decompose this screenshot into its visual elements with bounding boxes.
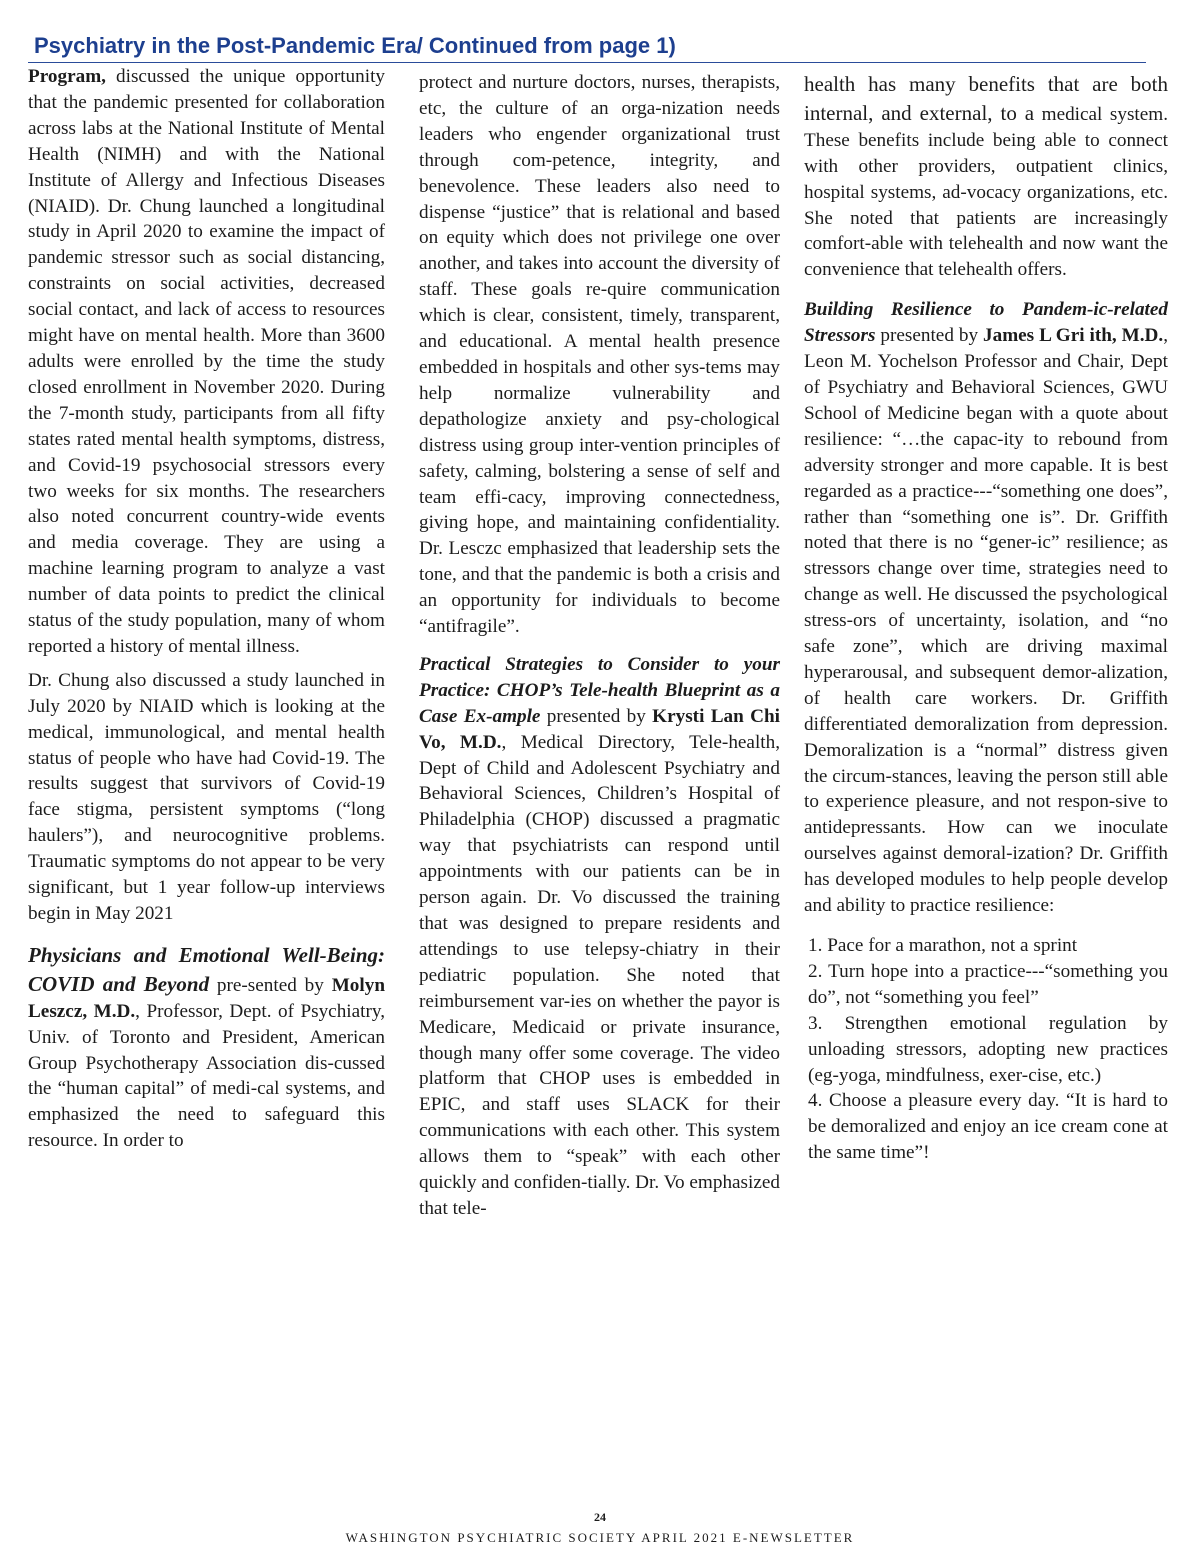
col2-paragraph-1: protect and nurture doctors, nurses, therapists, etc, the culture of an orga-nization needs leaders who engender organizational trust through com-petence, integrity, and benevolence. These leaders also need to dispense “justice” that is relational and based on equity which does not privilege one over another, and takes into account the diversity of staff. These goals re-quire communication which is clear, consistent, timely, transparent, and educational. A mental health presence embedded in hospitals and other sys-tems may help normalize vulnerability and depathologize anxiety and psy-chological distress using group inter-vention principles of safety, calming, bolstering a sense of self and team effi-cacy, improving connectedness, giving hope, and maintaining confidentiality. Dr. Lesczc emphasized that leadership sets the tone, and that the pandemic is both a crisis and an opportunity for individuals to become “antifragile”. bbox=[419, 72, 780, 638]
col1-paragraph-3-text: , Professor, Dept. of Psychiatry, Univ. of Toronto and President, American Group Psychotherapy Association dis-cussed the “human capital” of medi-cal systems, and emphasized the need to safeguard this resource. In order to bbox=[28, 1000, 385, 1152]
col3-paragraph-2 bbox=[804, 297, 1168, 919]
section-heading-practical-strategies: Practical Strategies to Consider to your Practice: CHOP’s Tele-health Blueprint as a Case Ex-ample bbox=[419, 653, 780, 727]
col2-presented-by: presented by bbox=[540, 705, 653, 727]
header-divider bbox=[28, 62, 1146, 63]
list-item: 1. Pace for a marathon, not a sprint bbox=[808, 935, 1078, 956]
speaker-name-leszcz: Molyn Leszcz, M.D. bbox=[28, 974, 385, 1022]
col1-presented-by: pre-sented by bbox=[209, 974, 332, 996]
col1-lead-bold: Program, bbox=[28, 66, 106, 87]
column-3 bbox=[804, 70, 1168, 1166]
col3-paragraph-2-text: , Leon M. Yochelson Professor and Chair, Dept of Psychiatry and Behavioral Sciences, GWU School of Medicine began with a quote about resilience: “…the capac-ity to rebound from adversity stronger and more capable. It is best regarded as a practice---“something one does”, rather than “something one is”. Dr. Griffith noted that there is no “gener-ic” resilience; as stressors change over time, strategies need to change as well. He discussed the psychological stress-ors of uncertainty, isolation, and “no safe zone”, which are driving maximal hyperarousal, and subsequent demor-alization, of health care workers. Dr. Griffith differentiated demoralization from depression. Demoralization is a “normal” distress given the circum-stances, leaving the person still able to experience pleasure, and not respon-sive to antidepressants. How can we inoculate ourselves against demoral-ization? Dr. Griffith has developed modules to help people develop and ability to practice resilience: bbox=[804, 325, 1168, 917]
speaker-name-vo: Krysti Lan Chi Vo, M.D. bbox=[419, 705, 780, 753]
list-item: 4. Choose a pleasure every day. “It is hard to be demoralized and enjoy an ice cream cone at the same time”! bbox=[808, 1090, 1168, 1164]
page-header-title: Psychiatry in the Post-Pandemic Era/ Continued from page 1) bbox=[34, 33, 676, 58]
col3-paragraph-1 bbox=[804, 70, 1168, 283]
resilience-list bbox=[804, 933, 1168, 1166]
col3-presented-by: presented by bbox=[875, 325, 983, 347]
section-heading-building-resilience: Building Resilience to Pandem-ic-related Stressors bbox=[804, 299, 1168, 347]
page-number: 24 bbox=[594, 1510, 606, 1524]
col2-paragraph-2 bbox=[419, 652, 780, 1222]
col2-paragraph-2-text: , Medical Directory, Tele-health, Dept of Child and Adolescent Psychiatry and Behavioral Sciences, Children’s Hospital of Philadelphia (CHOP) discussed a pragmatic way that psychiatrists can respond until appointments with our patients can be in person again. Dr. Vo discussed the training that was designed to prepare residents and attendings to use telepsy-chiatry in their pediatric population. She noted that reimbursement var-ies on whether the payor is Medicare, Medicaid or private insurance, though many offer some coverage. The video platform that CHOP uses is embedded in EPIC, and staff uses SLACK for their communications with each other. This system allows them to “speak” with each other quickly and confiden-tially. Dr. Vo emphasized that tele- bbox=[419, 731, 780, 1219]
column-2 bbox=[419, 70, 780, 1230]
list-item: 2. Turn hope into a practice---“something you do”, not “something you feel” bbox=[808, 960, 1168, 1008]
col1-paragraph-3 bbox=[28, 941, 385, 1154]
column-1 bbox=[28, 64, 385, 1162]
publication-footer: WASHINGTON PSYCHIATRIC SOCIETY APRIL 2021 E-NEWSLETTER bbox=[345, 1530, 855, 1545]
section-heading-physicians-wellbeing: Physicians and Emotional Well-Being: COVID and Beyond bbox=[28, 942, 385, 996]
col3-lead-text: health has many benefits that are both internal, and external, to a bbox=[804, 72, 1168, 125]
list-item: 3. Strengthen emotional regulation by unloading stressors, adopting new practices (eg-yoga, mindfulness, exer-cise, etc.) bbox=[808, 1012, 1168, 1086]
speaker-name-griffith: James L Gri ith, M.D. bbox=[983, 325, 1164, 347]
col1-paragraph-1-text: discussed the unique opportunity that the pandemic presented for collaboration across labs at the National Institute of Mental Health (NIMH) and with the National Institute of Allergy and Infectious Diseases (NIAID). Dr. Chung launched a longitudinal study in April 2020 to examine the impact of pandemic stressor such as social distancing, constraints on social activities, decreased social contact, and lack of access to resources might have on mental health. More than 3600 adults were enrolled by the time the study closed enrollment in November 2020. During the 7-month study, participants from all fifty states rated mental health symptoms, distress, and Covid-19 psychosocial stressors every two weeks for six months. The researchers also noted concurrent country-wide events and media coverage. They are using a machine learning program to analyze a vast number of data points to predict the clinical status of the study population, many of whom reported a history of mental illness. bbox=[28, 66, 385, 657]
col1-paragraph-1 bbox=[28, 64, 385, 660]
col1-paragraph-2: Dr. Chung also discussed a study launched in July 2020 by NIAID which is looking at the medical, immunological, and mental health status of people who have had Covid-19. The results suggest that survivors of Covid-19 face stigma, persistent symptoms (“long haulers”), and neurocognitive problems. Traumatic symptoms do not appear to be very significant, but 1 year follow-up interviews begin in May 2021 bbox=[28, 669, 385, 924]
col3-paragraph-1-text: medical system. These benefits include being able to connect with other providers, outpatient clinics, hospital systems, ad-vocacy organizations, etc. She noted that patients are increasingly comfort-able with telehealth and now want the convenience that telehealth offers. bbox=[804, 103, 1168, 281]
